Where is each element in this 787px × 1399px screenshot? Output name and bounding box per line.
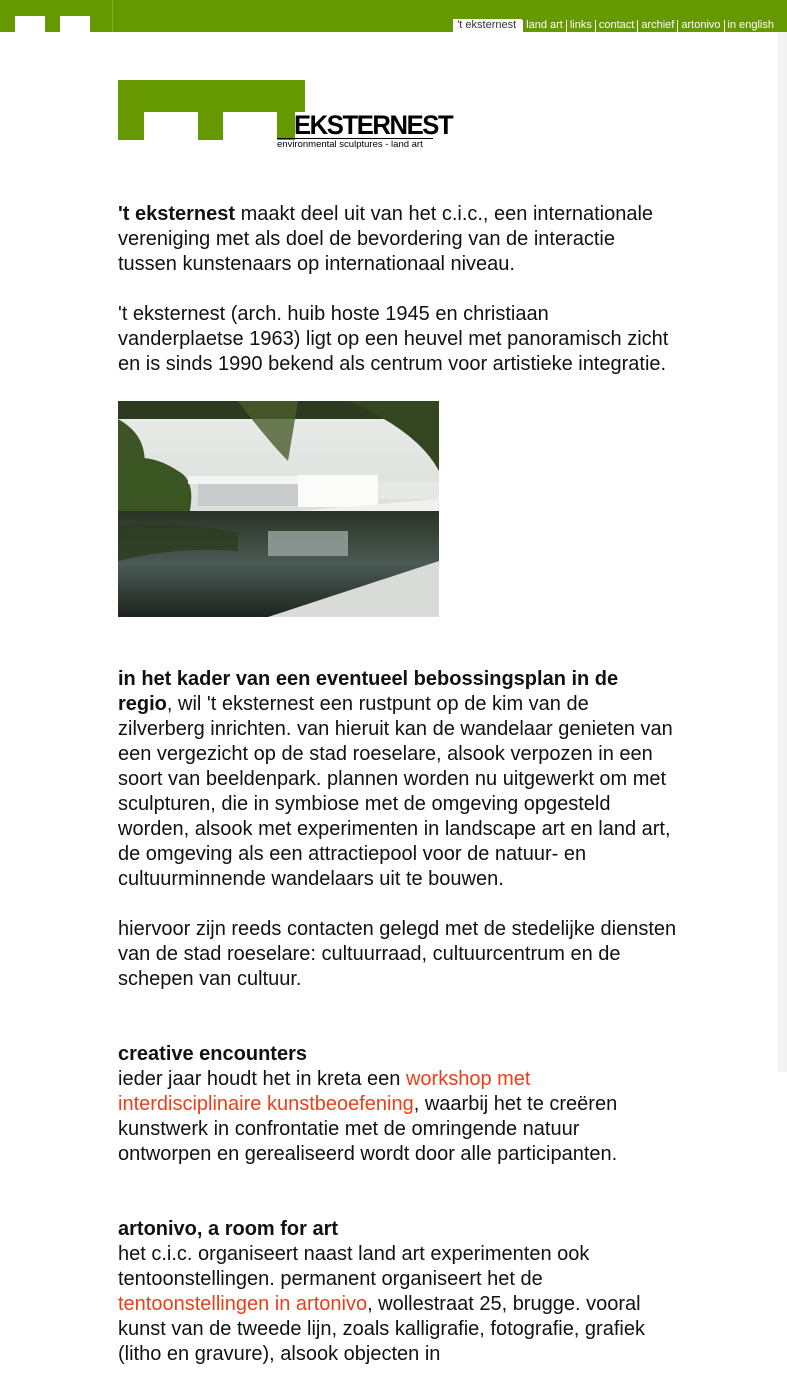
intro-text: maakt deel uit van het c.i.c., een internationale vereniging met als doel de bevordering van de interactie tussen kunstenaars op internationaal niveau. — [118, 203, 654, 275]
artonivo-text-after: , wollestraat 25, brugge. vooral kunst van de tweede lijn, zoals kalligrafie, fotografie, grafiek (litho en gravure), alsook objecten in — [118, 1293, 645, 1365]
logo-leg — [198, 112, 223, 140]
scrollbar-track[interactable] — [778, 32, 787, 1072]
creative-section — [118, 1042, 678, 1167]
contacts-paragraph: hiervoor zijn reeds contacten gelegd met de stedelijke diensten van de stad roeselare: cultuurraad, cultuurcentrum en de schepen van cultuur. — [118, 918, 677, 990]
building-pond-photo — [118, 401, 439, 617]
main-content — [118, 202, 678, 1367]
nav-item-contact[interactable]: contact — [598, 19, 635, 31]
artonivo-section — [118, 1217, 678, 1367]
nav-item-eksternest[interactable]: 't eksternest — [453, 19, 522, 32]
creative-heading: creative encounters — [118, 1043, 307, 1065]
intro-bold: 't eksternest — [118, 203, 236, 225]
plan-paragraph — [118, 667, 678, 892]
logo-leg — [277, 112, 295, 140]
workshop-link[interactable]: workshop met interdisciplinaire kunstbeoefening — [118, 1068, 531, 1115]
plan-bold: in het kader van een eventueel bebossingsplan in de regio — [118, 668, 619, 715]
logo-wordmark: EKSTERNEST — [294, 110, 453, 140]
main-nav — [453, 19, 777, 32]
header-divider — [112, 0, 113, 32]
artonivo-heading: artonivo, a room for art — [118, 1218, 339, 1240]
nav-item-artonivo[interactable]: artonivo — [681, 19, 721, 31]
nav-item-links[interactable]: links — [569, 19, 592, 31]
history-paragraph: 't eksternest (arch. huib hoste 1945 en christiaan vanderplaetse 1963) ligt op een heuvel met panoramisch zicht en is sinds 1990 bekend als centrum voor artistieke integratie. — [118, 303, 669, 375]
nav-item-land-art[interactable]: land art — [526, 19, 563, 31]
top-bar — [0, 0, 787, 32]
artonivo-link[interactable]: tentoonstellingen in artonivo — [118, 1293, 368, 1315]
photo-container — [118, 401, 678, 617]
logo-bar — [118, 80, 305, 112]
header-logo-block-right — [60, 16, 90, 32]
plan-text: , wil 't eksternest een rustpunt op de kim van de zilverberg inrichten. van hieruit kan de wandelaar genieten van een vergezicht op de stad roeselare, alsook verpozen in een soort van beeldenpark. plannen worden nu uitgewerkt om met sculpturen, die in symbiose met de omgeving opgesteld worden, alsook met experimenten in landscape art en land art, de omgeving als een attractiepool voor de natuur- en cultuurminnende wandelaars uit te bouwen. — [118, 693, 673, 890]
artonivo-text-before: het c.i.c. organiseert naast land art experimenten ook tentoonstellingen. permanent organiseert het de — [118, 1243, 590, 1290]
creative-text-after: , waarbij het te creëren kunstwerk in confrontatie met de omringende natuur ontworpen en gerealiseerd wordt door alle participanten. — [118, 1093, 618, 1165]
logo-leg — [118, 112, 144, 140]
creative-text-before: ieder jaar houdt het in kreta een — [118, 1068, 406, 1090]
header-logo-block-left — [15, 16, 45, 32]
nav-item-archief[interactable]: archief — [641, 19, 675, 31]
intro-paragraph — [118, 202, 678, 277]
nav-item-in-english[interactable]: in english — [727, 19, 774, 31]
site-logo — [118, 80, 453, 155]
logo-tagline: environmental sculptures - land art — [277, 138, 433, 150]
